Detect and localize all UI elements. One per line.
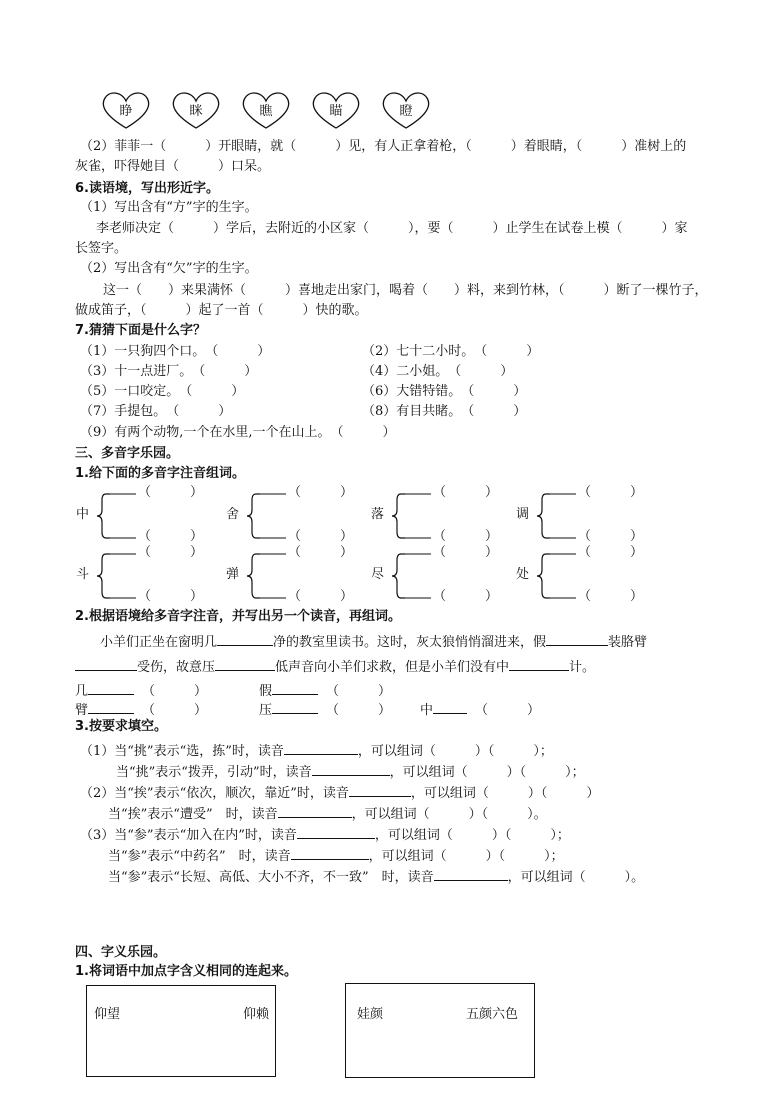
q5-2-line2: 灰雀，吓得她目（ ）口呆。: [75, 159, 271, 174]
answer-blank[interactable]: [284, 740, 358, 755]
heart-box-4: [310, 90, 362, 130]
heart-box-1: [100, 90, 152, 130]
fill-ji: 几 （ ）: [75, 680, 207, 701]
section-6-part2-line1: 这一（ ）来果满怀（ ）喜地走出家门，喝着（ ）料，来到竹林，（ ）断了一棵竹子，: [103, 283, 708, 298]
answer-blank[interactable]: [509, 656, 569, 671]
answer-blank[interactable]: [272, 680, 318, 695]
brace-icon: [536, 488, 576, 544]
pinyin-paren[interactable]: （ ）: [288, 529, 354, 544]
riddle-4: （4）二小姐。 （ ）: [362, 364, 514, 379]
answer-blank[interactable]: [215, 656, 275, 671]
q3-line-1: （1）当“挑”表示“选，拣”时，读音 ，可以组词（ ）（ ）；: [80, 740, 553, 761]
section-7-title: 7.猜猜下面是什么字？: [75, 323, 206, 338]
section-6-part2-title: （2）写出含有“欠”字的生字。: [80, 261, 258, 276]
polyphone-char: 弹: [226, 567, 240, 582]
brace-icon: [536, 548, 576, 604]
pinyin-paren[interactable]: （ ）: [433, 545, 499, 560]
fill-zhong: 中 （ ）: [420, 699, 540, 720]
polyphone-group: [516, 485, 700, 548]
section-3-title: 三、多音字乐园。: [75, 446, 180, 461]
pinyin-paren[interactable]: （ ）: [578, 545, 644, 560]
polyphone-char: 调: [516, 507, 530, 522]
word-yangwang[interactable]: 仰望: [94, 1007, 121, 1022]
heart-char: 瞪: [399, 104, 413, 119]
pinyin-paren[interactable]: （ ）: [288, 589, 354, 604]
q2-context-line2: 受伤，故意压 低声音向小羊们求救，但是小羊们没有中 计。: [75, 656, 595, 677]
q3-line-5: （3）当“参”表示“加入在内”时，读音 ，可以组词（ ）（ ）；: [80, 824, 570, 845]
fill-ya: 压 （ ）: [259, 699, 391, 720]
brace-icon: [96, 488, 136, 544]
riddle-5: （5）一口咬定。 （ ）: [80, 384, 245, 399]
brace-icon: [246, 548, 286, 604]
pinyin-paren[interactable]: （ ）: [288, 485, 354, 500]
polyphone-char: 处: [516, 567, 530, 582]
pinyin-paren[interactable]: （ ）: [433, 485, 499, 500]
section-6-part1-line1: 李老师决定（ ）学后，去附近的小区家（ ），要（ ）止学生在试卷上模（ ）家: [96, 221, 688, 236]
riddle-2: （2）七十二小时。 （ ）: [362, 344, 540, 359]
matching-box-1[interactable]: [86, 985, 276, 1077]
answer-blank[interactable]: [434, 866, 508, 881]
polyphone-char: 舍: [226, 507, 240, 522]
pinyin-paren[interactable]: （ ）: [578, 589, 644, 604]
brace-icon: [96, 548, 136, 604]
pinyin-paren[interactable]: （ ）: [288, 545, 354, 560]
section-6-title: 6.读语境，写出形近字。: [75, 181, 219, 196]
answer-blank[interactable]: [291, 845, 369, 860]
heart-box-3: [240, 90, 292, 130]
heart-char: 眯: [189, 104, 203, 119]
answer-blank[interactable]: [546, 631, 608, 646]
riddle-9: （9）有两个动物,一个在水里,一个在山上。 （ ）: [80, 425, 396, 440]
heart-char: 瞧: [259, 104, 273, 119]
q2-context-line1: 小羊们正坐在窗明几 净的教室里读书。这时，灰太狼悄悄溜进来，假 装胳臂: [100, 631, 647, 652]
q3-line-3: （2）当“挨”表示“依次，顺次，靠近”时，读音 ，可以组词（ ）（ ）: [80, 782, 599, 803]
riddle-6: （6）大错特错。 （ ）: [362, 384, 527, 399]
answer-blank[interactable]: [88, 699, 134, 714]
fill-jia: 假 （ ）: [259, 680, 391, 701]
answer-blank[interactable]: [272, 699, 318, 714]
q3-line-6: 当“参”表示“中药名” 时，读音 ，可以组词（ ）（ ）；: [108, 845, 564, 866]
answer-blank[interactable]: [297, 824, 375, 839]
brace-icon: [391, 548, 431, 604]
section-6-part2-line2: 做成笛子，（ ）起了一首（ ）快的歌。: [75, 303, 368, 318]
heart-char: 瞄: [329, 104, 343, 119]
section-3-q3-title: 3.按要求填空。: [75, 719, 167, 734]
section-6-part1-line2: 长签字。: [75, 241, 128, 256]
pinyin-paren[interactable]: （ ）: [578, 529, 644, 544]
polyphone-char: 落: [371, 507, 385, 522]
section-3-q2-title: 2.根据语境给多音字注音，并写出另一个读音，再组词。: [75, 609, 401, 624]
answer-blank[interactable]: [278, 803, 352, 818]
polyphone-char: 尽: [371, 567, 385, 582]
q3-line-2: 当“挑”表示“拨弄，引动”时，读音 ，可以组词（ ）（ ）；: [116, 761, 585, 782]
heart-box-5: [380, 90, 432, 130]
fill-bi: 臂 （ ）: [75, 699, 207, 720]
heart-box-2: [170, 90, 222, 130]
pinyin-paren[interactable]: （ ）: [138, 545, 204, 560]
word-wayan[interactable]: 娃颜: [357, 1007, 384, 1022]
riddle-3: （3）十一点进厂。 （ ）: [80, 364, 258, 379]
word-yanglai[interactable]: 仰赖: [242, 1007, 269, 1022]
polyphone-group: [516, 545, 700, 608]
riddle-7: （7）手提包。 （ ）: [80, 404, 232, 419]
answer-blank[interactable]: [433, 699, 467, 714]
section-6-part1-title: （1）写出含有“方”字的生字。: [80, 200, 258, 215]
answer-blank[interactable]: [217, 631, 273, 646]
matching-box-2[interactable]: [345, 983, 535, 1078]
section-4-q1-title: 1.将词语中加点字含义相同的连起来。: [75, 964, 297, 979]
riddle-1: （1）一只狗四个口。 （ ）: [80, 344, 271, 359]
pinyin-paren[interactable]: （ ）: [578, 485, 644, 500]
q3-line-4: 当“挨”表示“遭受” 时，读音 ，可以组词（ ）（ ）。: [108, 803, 547, 824]
q5-2-line1: （2）菲菲一（ ）开眼睛，就（ ）见，有人正拿着枪，（ ）着眼睛，（ ）准树上的: [80, 139, 687, 154]
answer-blank[interactable]: [75, 656, 137, 671]
pinyin-paren[interactable]: （ ）: [433, 589, 499, 604]
answer-blank[interactable]: [88, 680, 134, 695]
word-wuyanliuse[interactable]: 五颜六色: [465, 1007, 518, 1022]
section-4-title: 四、字义乐园。: [75, 945, 167, 960]
brace-icon: [391, 488, 431, 544]
pinyin-paren[interactable]: （ ）: [138, 529, 204, 544]
pinyin-paren[interactable]: （ ）: [138, 485, 204, 500]
heart-char: 睁: [119, 104, 133, 119]
polyphone-char: 中: [76, 507, 90, 522]
riddle-8: （8）有目共睹。 （ ）: [362, 404, 527, 419]
pinyin-paren[interactable]: （ ）: [433, 529, 499, 544]
section-3-q1-title: 1.给下面的多音字注音组词。: [75, 466, 245, 481]
answer-blank[interactable]: [349, 782, 411, 797]
polyphone-char: 斗: [76, 567, 90, 582]
pinyin-paren[interactable]: （ ）: [138, 589, 204, 604]
answer-blank[interactable]: [312, 761, 390, 776]
brace-icon: [246, 488, 286, 544]
q3-line-7: 当“参”表示“长短、高低、大小不齐，不一致” 时，读音 ，可以组词（ ）。: [108, 866, 644, 887]
